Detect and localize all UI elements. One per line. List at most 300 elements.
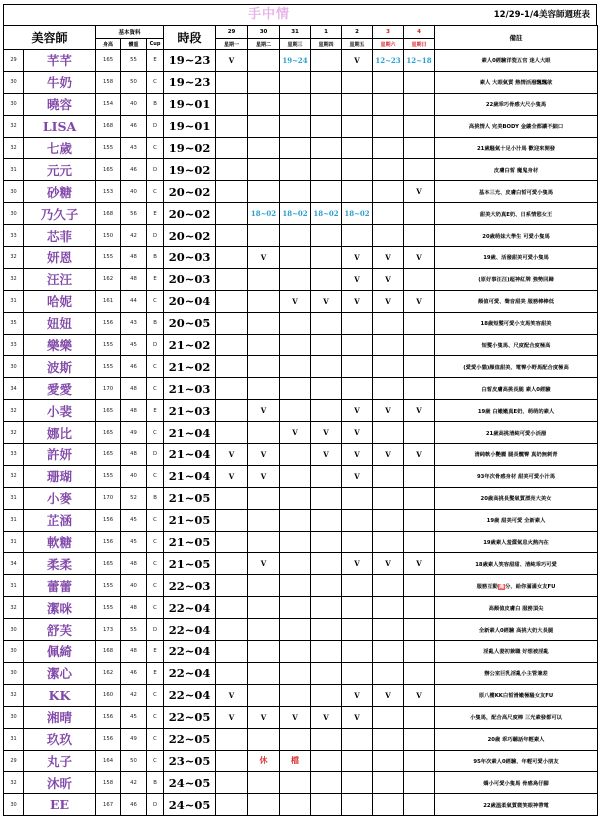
age-cell: 30 [4,203,24,225]
time-slot: 22~04 [164,662,216,684]
day-cell [216,553,248,575]
day-cell [248,619,280,641]
day-cell [373,487,404,509]
day-cell [373,597,404,619]
age-cell: 31 [4,159,24,181]
age-cell: 35 [4,312,24,334]
day-cell [280,619,311,641]
height-cell: 165 [96,444,121,466]
table-row [4,619,598,641]
day-cell [373,203,404,225]
day-cell [404,203,435,225]
day-cell: V [373,553,404,575]
day-cell [280,509,311,531]
day-cell [280,115,311,137]
cup-cell: C [147,290,164,312]
day-cell [280,400,311,422]
height-cell: 167 [96,794,121,816]
staff-name: 樂樂 [24,334,96,356]
cup-cell: C [147,684,164,706]
weight-cell: 44 [121,290,147,312]
note-cell: 21歲高挑清純可愛小活潑 [435,422,598,444]
day-cell [404,641,435,663]
day-cell [248,422,280,444]
day-cell [404,159,435,181]
note-cell: 18歲短髮可愛小支馬笑容甜美 [435,312,598,334]
day-cell: V [311,290,342,312]
weight-cell: 40 [121,181,147,203]
table-row [4,465,598,487]
time-slot: 23~05 [164,750,216,772]
day-cell [248,137,280,159]
day-cell [248,487,280,509]
table-row [4,50,598,72]
header-row-1 [4,26,598,39]
age-cell: 32 [4,400,24,422]
age-cell: 32 [4,137,24,159]
day-cell [342,509,373,531]
time-slot: 21~02 [164,334,216,356]
staff-name: 軟糖 [24,531,96,553]
day-cell [342,71,373,93]
age-cell: 32 [4,684,24,706]
staff-name: 芊芊 [24,50,96,72]
day-cell [373,115,404,137]
day-cell: V [404,400,435,422]
day-cell [248,268,280,290]
day-cell [342,159,373,181]
staff-name: 蕾蕾 [24,575,96,597]
day-cell [404,772,435,794]
day-cell: 檔 [280,750,311,772]
day-cell [311,312,342,334]
height-cell: 158 [96,772,121,794]
weight-cell: 52 [121,487,147,509]
table-row [4,750,598,772]
table-row [4,772,598,794]
day-cell [311,93,342,115]
height-cell: 165 [96,400,121,422]
staff-name: 哈妮 [24,290,96,312]
cup-cell: E [147,662,164,684]
weight-cell: 45 [121,509,147,531]
age-cell: 34 [4,553,24,575]
day-cell: V [216,50,248,72]
table-row [4,93,598,115]
table-row [4,400,598,422]
day-cell [311,356,342,378]
staff-name: 波斯 [24,356,96,378]
day-cell [248,772,280,794]
day-cell [404,728,435,750]
day-cell: 18~02 [311,203,342,225]
note-cell: 高挑情人 完美BODY 金縷全都讓不細口 [435,115,598,137]
day-cell [311,641,342,663]
weight-cell: 42 [121,225,147,247]
day-cell [342,641,373,663]
height-cell: 155 [96,137,121,159]
weight-cell: 46 [121,662,147,684]
day-cell [280,181,311,203]
day-cell [342,93,373,115]
day-cell [373,794,404,816]
cup-cell: C [147,71,164,93]
time-slot: 19~01 [164,115,216,137]
table-row [4,356,598,378]
staff-name: 許妍 [24,444,96,466]
day-cell [373,772,404,794]
height-cell: 165 [96,159,121,181]
height-cell: 161 [96,290,121,312]
day-cell [216,378,248,400]
day-cell [311,531,342,553]
table-row [4,444,598,466]
day-cell [216,159,248,181]
day-cell: V [404,247,435,269]
day-cell [404,137,435,159]
day-cell [216,225,248,247]
table-row [4,225,598,247]
day-cell [248,794,280,816]
day-cell [311,487,342,509]
day-cell [248,225,280,247]
day-cell: V [342,400,373,422]
height-cell: 155 [96,247,121,269]
day-cell [404,531,435,553]
day-cell [373,71,404,93]
table-row [4,181,598,203]
note-cell: 小隻馬，配合高尺度棒 三光素發都可以 [435,706,598,728]
day-cell [311,225,342,247]
weekday-header: 星期三 [280,39,311,50]
day-cell [373,422,404,444]
note-text: 分、給你滿滿女友FU [505,583,556,590]
time-slot: 22~05 [164,728,216,750]
height-cell: 155 [96,597,121,619]
day-cell [311,115,342,137]
day-cell [280,597,311,619]
day-cell [280,728,311,750]
day-cell [248,378,280,400]
day-cell [216,268,248,290]
day-cell: V [216,444,248,466]
day-cell [248,159,280,181]
weight-cell: 55 [121,50,147,72]
day-cell: 18~02 [342,203,373,225]
height-cell: 150 [96,225,121,247]
cup-cell: B [147,93,164,115]
time-slot: 21~04 [164,465,216,487]
day-date-header: 31 [280,26,311,39]
time-slot: 20~02 [164,181,216,203]
day-cell [280,684,311,706]
day-cell [280,553,311,575]
weight-cell: 48 [121,378,147,400]
height-cell: 158 [96,71,121,93]
day-cell [311,772,342,794]
day-cell: V [373,290,404,312]
day-cell [216,400,248,422]
weight-cell: 48 [121,400,147,422]
cup-cell: C [147,378,164,400]
day-cell [216,93,248,115]
day-cell [280,93,311,115]
day-cell: V [404,553,435,575]
time-slot: 20~05 [164,312,216,334]
day-cell: V [248,247,280,269]
cup-cell: E [147,400,164,422]
height-cell: 165 [96,50,121,72]
day-cell [248,728,280,750]
age-cell: 32 [4,772,24,794]
day-cell: V [404,684,435,706]
cup-cell: C [147,509,164,531]
day-cell [216,422,248,444]
day-cell [280,137,311,159]
table-row [4,487,598,509]
height-cell: 156 [96,706,121,728]
cup-cell: C [147,597,164,619]
staff-name: 小麥 [24,487,96,509]
time-slot: 24~05 [164,794,216,816]
age-cell: 31 [4,575,24,597]
weight-cell: 43 [121,137,147,159]
day-cell: V [342,290,373,312]
day-cell: V [373,684,404,706]
cup-cell: D [147,444,164,466]
day-cell [248,181,280,203]
day-cell [311,71,342,93]
day-cell: 休 [248,750,280,772]
note-cell: 原八樓KK白皙滑嫩極騷女友FU [435,684,598,706]
height-header: 身高 [96,39,121,50]
day-cell [373,619,404,641]
cup-cell: C [147,181,164,203]
day-cell [311,794,342,816]
day-cell [216,619,248,641]
day-cell [342,772,373,794]
day-cell [280,794,311,816]
note-cell: 19歲、活潑甜美可愛小隻馬 [435,247,598,269]
day-cell [404,794,435,816]
day-cell [373,509,404,531]
day-cell: V [373,247,404,269]
day-cell [280,662,311,684]
height-cell: 173 [96,619,121,641]
note-cell: 18歲素人笑容甜甜、清純乖巧可愛 [435,553,598,575]
age-cell: 31 [4,290,24,312]
day-date-header: 30 [248,26,280,39]
day-cell [280,378,311,400]
day-cell: V [373,444,404,466]
day-cell: V [342,444,373,466]
day-cell [311,728,342,750]
cup-cell: D [147,334,164,356]
day-cell: V [248,553,280,575]
staff-name: 妍恩 [24,247,96,269]
time-slot: 22~04 [164,641,216,663]
day-cell: V [342,684,373,706]
height-cell: 155 [96,356,121,378]
table-row [4,641,598,663]
time-slot: 22~03 [164,575,216,597]
day-cell: V [311,422,342,444]
staff-name: LISA [24,115,96,137]
height-cell: 165 [96,553,121,575]
height-cell: 170 [96,378,121,400]
age-cell: 30 [4,794,24,816]
table-row [4,159,598,181]
weekday-header: 星期二 [248,39,280,50]
age-cell: 30 [4,662,24,684]
day-cell [248,71,280,93]
day-cell [373,159,404,181]
day-cell [311,509,342,531]
day-cell [373,465,404,487]
weight-cell: 46 [121,356,147,378]
table-row [4,706,598,728]
day-cell [216,290,248,312]
shop-logo: 手中情 [247,7,290,22]
day-cell: V [311,706,342,728]
table-row [4,684,598,706]
note-cell: 淫亂人妻初兼職 好想被淫亂 [435,641,598,663]
day-cell [404,619,435,641]
age-cell: 34 [4,378,24,400]
day-cell [373,334,404,356]
day-cell [311,137,342,159]
day-cell [280,247,311,269]
table-row [4,203,598,225]
day-cell [248,531,280,553]
weekday-header: 星期一 [216,39,248,50]
day-cell [342,181,373,203]
day-cell: V [404,181,435,203]
day-cell [404,312,435,334]
time-slot: 20~04 [164,290,216,312]
weight-cell: 56 [121,203,147,225]
weight-cell: 49 [121,728,147,750]
day-cell [248,575,280,597]
age-cell: 30 [4,641,24,663]
note-cell: 素人 大眼氣質 熱情活潑飄飄欲 [435,71,598,93]
time-slot: 19~02 [164,137,216,159]
day-cell [373,575,404,597]
day-cell [216,203,248,225]
weight-cell: 40 [121,575,147,597]
height-cell: 165 [96,422,121,444]
staff-name: 珊瑚 [24,465,96,487]
day-cell [311,597,342,619]
slot-header: 時段 [164,26,216,50]
weight-cell: 46 [121,159,147,181]
weight-cell: 43 [121,312,147,334]
staff-name: 愛愛 [24,378,96,400]
day-cell [216,750,248,772]
weight-cell: 45 [121,706,147,728]
day-cell [373,706,404,728]
time-slot: 21~05 [164,531,216,553]
cup-cell: C [147,706,164,728]
day-cell [404,378,435,400]
cup-cell: B [147,247,164,269]
day-cell [311,247,342,269]
note-cell: 清純軟小艷麗 腿長髖臀 真奶無刺青 [435,444,598,466]
note-highlight: 滿 [498,583,505,590]
note-cell: 20歲 乖巧聽話年輕素人 [435,728,598,750]
height-cell: 168 [96,203,121,225]
day-cell: V [342,50,373,72]
day-cell [373,137,404,159]
day-cell: V [404,444,435,466]
day-cell: 19~24 [280,50,311,72]
day-cell: V [248,465,280,487]
note-cell: 22歲乖巧骨感大尺小隻馬 [435,93,598,115]
table-row [4,115,598,137]
height-cell: 154 [96,93,121,115]
table-row [4,575,598,597]
note-text: 服務互動 [476,583,498,590]
table-row [4,247,598,269]
day-cell [342,334,373,356]
day-cell: V [342,422,373,444]
day-cell [342,137,373,159]
day-cell [342,378,373,400]
age-cell: 30 [4,93,24,115]
day-cell: 18~02 [248,203,280,225]
day-cell: V [248,400,280,422]
cup-cell: C [147,750,164,772]
height-cell: 155 [96,334,121,356]
weight-cell: 48 [121,247,147,269]
time-slot: 21~02 [164,356,216,378]
time-slot: 21~05 [164,509,216,531]
weight-cell: 48 [121,444,147,466]
day-cell [280,312,311,334]
day-cell [216,509,248,531]
height-cell: 168 [96,115,121,137]
height-cell: 156 [96,509,121,531]
day-cell [311,575,342,597]
day-cell [311,553,342,575]
note-cell [435,575,598,597]
cup-cell: B [147,487,164,509]
table-row [4,531,598,553]
age-cell: 30 [4,356,24,378]
weight-cell: 49 [121,422,147,444]
note-cell: 95年次素人0經驗、年輕可愛小朋友 [435,750,598,772]
day-cell [216,356,248,378]
age-cell: 31 [4,531,24,553]
day-cell [216,137,248,159]
note-cell: 19歲 白嫩嫩真E奶、萌萌的素人 [435,400,598,422]
day-date-header: 2 [342,26,373,39]
height-cell: 162 [96,662,121,684]
title-bar [3,4,597,26]
time-slot: 21~05 [164,487,216,509]
note-cell: (愛愛小貓)顏值甜美、電臀小野馬配合度極高 [435,356,598,378]
day-cell [373,378,404,400]
day-cell [404,334,435,356]
day-cell [216,334,248,356]
day-cell [216,71,248,93]
time-slot: 22~05 [164,706,216,728]
table-row [4,597,598,619]
day-cell [373,662,404,684]
height-cell: 155 [96,575,121,597]
age-cell: 32 [4,247,24,269]
day-cell: V [216,465,248,487]
